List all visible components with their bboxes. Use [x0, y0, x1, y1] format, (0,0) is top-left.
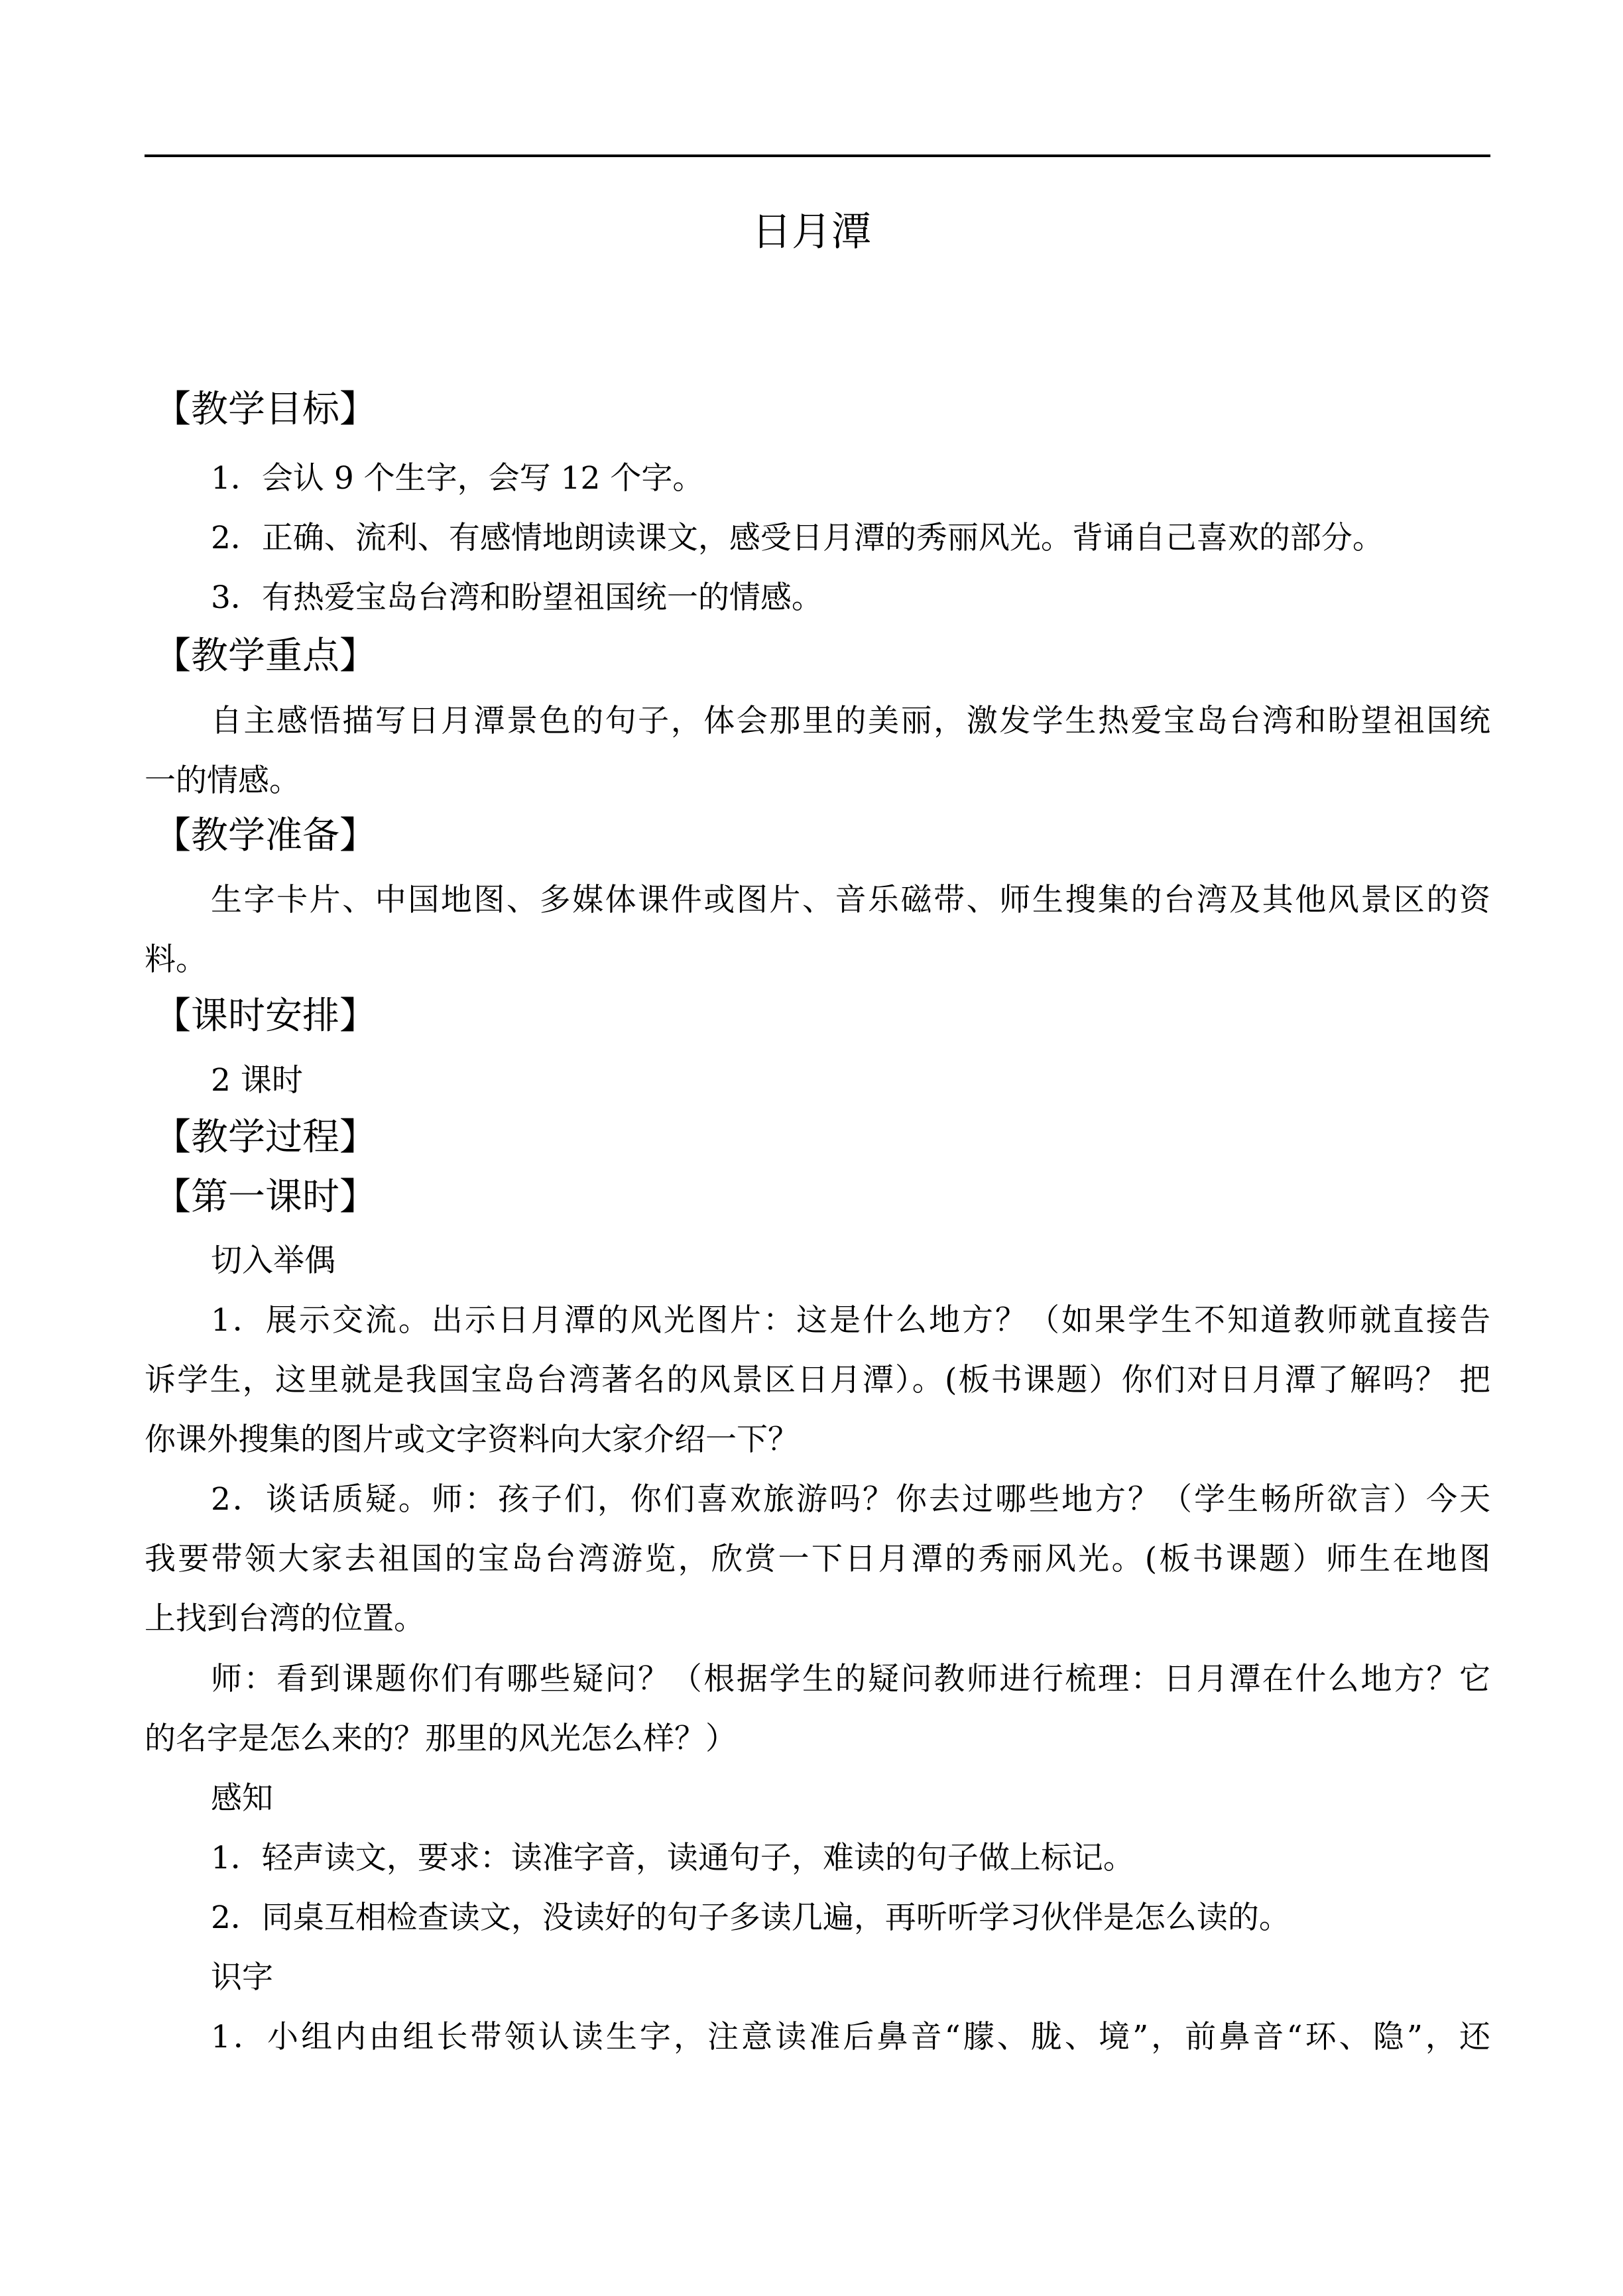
preparation-line: 生字卡片、中国地图、多媒体课件或图片、音乐磁带、师生搜集的台湾及其他风景区的资: [211, 882, 1490, 918]
intro-label: 切入举偶: [211, 1242, 335, 1279]
preparation-heading: 【教学准备】: [154, 814, 377, 857]
literacy-label: 识字: [211, 1959, 273, 1996]
objectives-heading: 【教学目标】: [154, 388, 377, 431]
paragraph-line: 的名字是怎么来的？那里的风光怎么样？）: [145, 1721, 737, 1757]
perceive-item: 1．轻声读文，要求：读准字音，读通句子，难读的句子做上标记。: [211, 1840, 1134, 1876]
paragraph-line: 2．谈话质疑。师：孩子们，你们喜欢旅游吗？你去过哪些地方？（学生畅所欲言）今天: [211, 1481, 1490, 1518]
objective-item: 3．有热爱宝岛台湾和盼望祖国统一的情感。: [211, 579, 823, 616]
perceive-item: 2．同桌互相检查读文，没读好的句子多读几遍，再听听学习伙伴是怎么读的。: [211, 1900, 1290, 1936]
header-rule: [145, 154, 1490, 157]
schedule-text: 2 课时: [211, 1062, 303, 1099]
schedule-heading: 【课时安排】: [154, 995, 377, 1038]
paragraph-line: 你课外搜集的图片或文字资料向大家介绍一下？: [145, 1421, 799, 1458]
paragraph-line: 诉学生，这里就是我国宝岛台湾著名的风景区日月潭）。(板书课题）你们对日月潭了解吗？ 把: [145, 1362, 1490, 1398]
objective-item: 1．会认 9 个生字，会写 12 个字。: [211, 460, 704, 497]
key-points-line: 自主感悟描写日月潭景色的句子，体会那里的美丽，激发学生热爱宝岛台湾和盼望祖国统: [211, 703, 1490, 739]
paragraph-line: 师：看到课题你们有哪些疑问？（根据学生的疑问教师进行梳理：日月潭在什么地方？它: [211, 1661, 1490, 1697]
page-title: 日月潭: [752, 209, 871, 255]
paragraph-line: 1．展示交流。出示日月潭的风光图片：这是什么地方？（如果学生不知道教师就直接告: [211, 1302, 1490, 1339]
paragraph-line: 我要带领大家去祖国的宝岛台湾游览，欣赏一下日月潭的秀丽风光。(板书课题）师生在地图: [145, 1541, 1490, 1577]
objective-item: 2．正确、流利、有感情地朗读课文，感受日月潭的秀丽风光。背诵自己喜欢的部分。: [211, 520, 1384, 556]
perceive-label: 感知: [211, 1780, 273, 1817]
literacy-item: 1．小组内由组长带领认读生字，注意读准后鼻音“朦、胧、境”，前鼻音“环、隐”，还: [211, 2019, 1490, 2055]
preparation-line: 料。: [145, 941, 207, 978]
key-points-heading: 【教学重点】: [154, 634, 377, 678]
process-heading: 【教学过程】: [154, 1116, 377, 1159]
lesson1-heading: 【第一课时】: [154, 1176, 377, 1219]
key-points-line: 一的情感。: [145, 762, 300, 799]
paragraph-line: 上找到台湾的位置。: [145, 1601, 425, 1637]
